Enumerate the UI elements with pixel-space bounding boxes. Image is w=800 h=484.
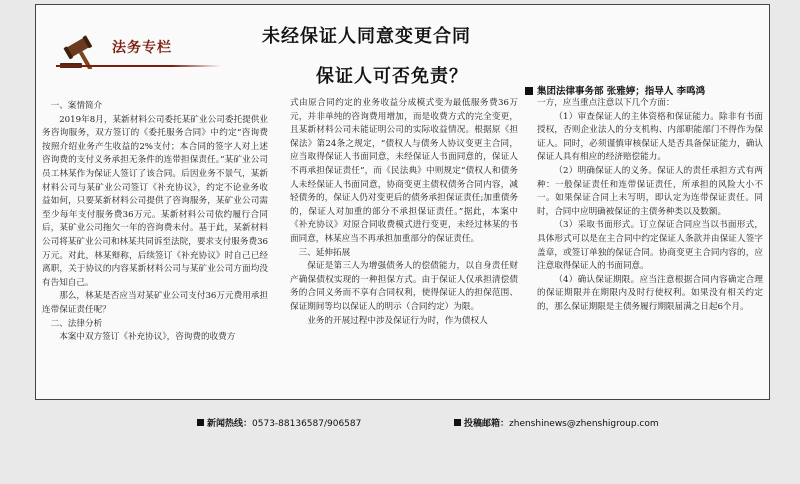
text-column-2 <box>290 97 518 328</box>
paragraph: 本案中双方签订《补充协议》，咨询费的收费方 <box>59 332 236 343</box>
column-rubric <box>52 31 227 67</box>
paragraph: 式由原合同约定的业务收益分成模式变为最低服务费36万元，并非单纯的咨询费用增加，而是收费方式的完全变更，且某新材料公司未能证明公司的实际收益情况。根据原《担保法》第24条之规定，“债权人与债务人协议变更主合同，应当取得保证人书面同意，未经保证人书面同意的，保证人不再承担保证责任”，而《民法典》中则规定“债权人和债务人未经保证人书面同意，协商变更主债权债务合同内容，减轻债务的，保证人仍对变更后的债务承担保证责任;加重债务的，保证人对加重的部分不承担保证责任。”据此，本案中《补充协议》对原合同收费模式进行变更，未经过林某的书面同意，林某应当不再承担加重部分的保证责任。 <box>290 98 518 244</box>
rubric-underline <box>56 65 221 67</box>
text-column-1 <box>42 100 268 345</box>
submission-email <box>454 416 659 429</box>
paragraph: 业务的开展过程中涉及保证行为时，作为债权人 <box>307 315 488 326</box>
author-byline <box>525 83 705 97</box>
email-label: 投稿邮箱： <box>464 419 510 429</box>
paragraph: （1）审查保证人的主体资格和保证能力。除非有书面授权，否则企业法人的分支机构、内部职能部门不得作为保证人。同时，必须谨慎审核保证人是否具备保证能力，确认保证人具有相应的经济赔偿能力。 <box>537 111 763 163</box>
section-heading: 三、延伸拓展 <box>298 247 351 258</box>
paragraph: （2）明确保证人的义务。保证人的责任承担方式有两种：一般保证责任和连带保证责任，所承担的风险大小不一。如果保证合同上未写明，即认定为连带保证责任。同时，合同中应明确被保证的主债务种类以及数额。 <box>537 165 763 217</box>
paragraph: 一方，应当重点注意以下几个方面： <box>537 98 675 108</box>
article-title-line1: 未经保证人同意变更合同 <box>262 26 471 47</box>
paragraph: 2019年8月，某新材料公司委托某矿业公司委托提供业务咨询服务，双方签订的《委托服务合同》中约定“咨询费按照介绍业务产生收益的2%支付；本合同的签字人对上述咨询费的支付义务承担无条件的连带担保责任。”某矿业公司员工林某作为保证人签订了该合同。后因业务不景气，某新材料公司与某矿业公司签订《补充协议》，约定不论业务收益如何，只要某新材料公司提供了咨询服务，某矿业公司需至少每年支付服务费36万元。某新材料公司依约履行合同后，某矿业公司拖欠一年的咨询费未付。基于此，某新材料公司将某矿业公司和林某共同诉至法院，要求支付服务费36万元。对此，林某辩称，后续签订《补充协议》时自己已经离职，关于协议的内容某新材料公司与某矿业公司方面均没有告知自己。 <box>42 114 268 288</box>
byline-text: 集团法律事务部 张雅婷；指导人 李鸣鸿 <box>537 86 706 97</box>
page-footer <box>0 413 800 431</box>
paragraph: 保证是第三人为增强债务人的偿债能力，以自身责任财产确保债权实现的一种担保方式。由于保证人仅承担清偿债务的合同义务而不享有合同权利，使得保证人的担保范围、保证期间等均以保证人的明示（合同约定）为限。 <box>290 261 518 312</box>
article-title-line2: 保证人可否免责？ <box>316 66 468 87</box>
square-bullet-icon <box>197 419 204 426</box>
paragraph: 那么，林某是否应当对某矿业公司支付36万元费用承担连带保证责任呢？ <box>42 291 268 315</box>
section-heading: 二、法律分析 <box>50 318 103 329</box>
square-bullet-icon <box>454 419 461 426</box>
hotline-label: 新闻热线： <box>207 419 253 429</box>
paragraph: （3）采取书面形式。订立保证合同应当以书面形式，具体形式可以是在主合同中约定保证人条款并由保证人签字盖章，或签订单独的保证合同。协商变更主合同内容的，应注意取得保证人的书面同意。 <box>537 220 763 272</box>
paragraph: （4）确认保证期限。应当注意根据合同内容确定合理的保证期限并在期限内及时行使权利。如果没有相关约定的，那么保证期限是主债务履行期限届满之日起6个月。 <box>537 274 763 312</box>
gavel-icon <box>58 35 112 69</box>
rubric-label: 法务专栏 <box>112 40 172 56</box>
section-heading: 一、案情简介 <box>50 101 103 111</box>
text-column-3 <box>537 97 763 315</box>
square-bullet-icon <box>525 87 533 95</box>
hotline-number: 0573-88136587/906587 <box>252 419 362 429</box>
email-address[interactable]: zhenshinews@zhenshigroup.com <box>509 419 659 429</box>
news-hotline <box>197 416 361 429</box>
